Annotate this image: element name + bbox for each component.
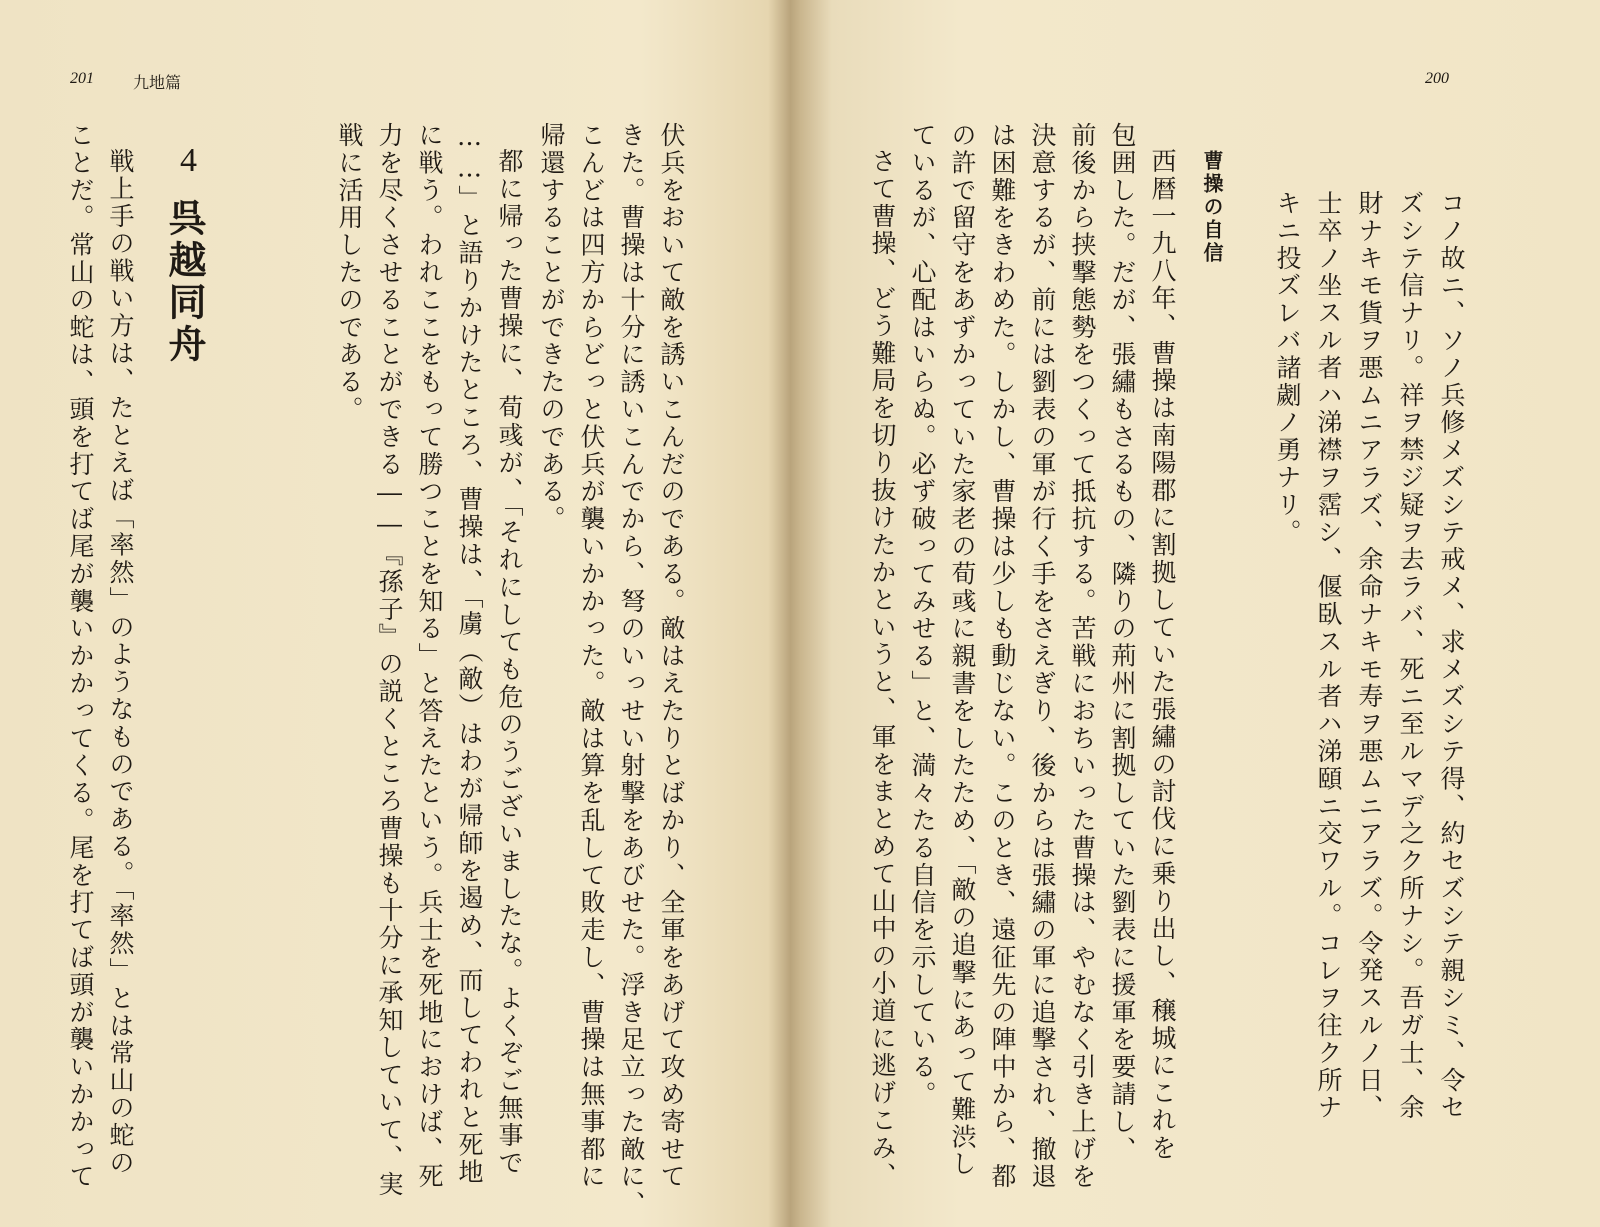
text-line: 西暦一九八年、曹操は南陽郡に割拠していた張繡の討伐に乗り出し、穣城にこれを [1148,148,1177,1162]
text-line: 決意するが、前には劉表の軍が行く手をさえぎり、後からは張繡の軍に追撃され、撤退 [1028,122,1057,1191]
text-line: に戦う。われここをもって勝つことを知る」と答えたという。兵士を死地におけば、死 [415,122,444,1191]
subsection-heading: 曹操の自信 [1200,150,1224,265]
page-number-left: 201 [70,70,94,87]
running-title: 九地篇 [133,73,182,92]
quote-line: 士卒ノ坐スル者ハ涕襟ヲ霑シ、偃臥スル者ハ涕頤ニ交ワル。コレヲ往ク所ナ [1314,190,1343,1122]
left-page [0,0,790,1227]
text-line: の許で留守をあずかっていた家老の荀彧に親書をしたため、「敵の追撃にあって難渋し [948,122,977,1179]
section-title: 呉越同舟 [162,198,207,366]
quote-line: ズシテ信ナリ。祥ヲ禁ジ疑ヲ去ラバ、死ニ至ルマデ之ク所ナシ。吾ガ士、余 [1396,190,1425,1122]
text-line: ているが、心配はいらぬ。必ず破ってみせる」と、満々たる自信を示している。 [908,122,937,1109]
section-number: 4 [170,142,207,182]
page-number-right: 200 [1425,70,1449,87]
quote-line: 財ナキモ貨ヲ悪ムニアラズ、余命ナキモ寿ヲ悪ムニアラズ。令発スルノ日、 [1355,190,1384,1122]
text-line: さて曹操、どう難局を切り抜けたかというと、軍をまとめて山中の小道に逃げこみ、 [868,148,897,1190]
text-line: 都に帰った曹操に、荀彧が、「それにしても危のうございましたな。よくぞご無事で [495,148,524,1177]
right-page [800,0,1600,1227]
text-line: 伏兵をおいて敵を誘いこんだのである。敵はえたりとばかり、全軍をあげて攻め寄せて [657,122,686,1191]
text-line: 帰還することができたのである。 [537,122,566,533]
text-line: 力を尽くさせることができる――『孫子』の説くところ曹操も十分に承知していて、実 [375,122,404,1199]
text-line: こんどは四方からどっと伏兵が襲いかかった。敵は算を乱して敗走し、曹操は無事都に [577,122,606,1191]
text-line: 戦上手の戦い方は、たとえば「率然」のようなものである。「率然」とは常山の蛇の [106,148,135,1177]
text-line: は困難をきわめた。しかし、曹操は少しも動じない。このとき、遠征先の陣中から、都 [988,122,1017,1191]
quote-line: コノ故ニ、ソノ兵修メズシテ戒メ、求メズシテ得、約セズシテ親シミ、令セ [1437,190,1466,1122]
text-line: きた。曹操は十分に誘いこんでから、弩のいっせい射撃をあびせた。浮き足立った敵に、 [617,122,646,1218]
text-line: ……」と語りかけたところ、曹操は、「虜（敵）はわが帰師を遏め、而してわれと死地 [455,122,484,1187]
text-line: 包囲した。だが、張繡もさるもの、隣りの荊州に割拠していた劉表に援軍を要請し、 [1108,122,1137,1164]
text-line: 前後から挟撃態勢をつくって抵抗する。苦戦におちいった曹操は、やむなく引き上げを [1068,122,1097,1191]
quote-line: キニ投ズレバ諸劌ノ勇ナリ。 [1273,190,1302,547]
text-line: 戦に活用したのである。 [335,122,364,424]
text-line: ことだ。常山の蛇は、頭を打てば尾が襲いかかってくる。尾を打てば頭が襲いかかって [66,122,95,1191]
